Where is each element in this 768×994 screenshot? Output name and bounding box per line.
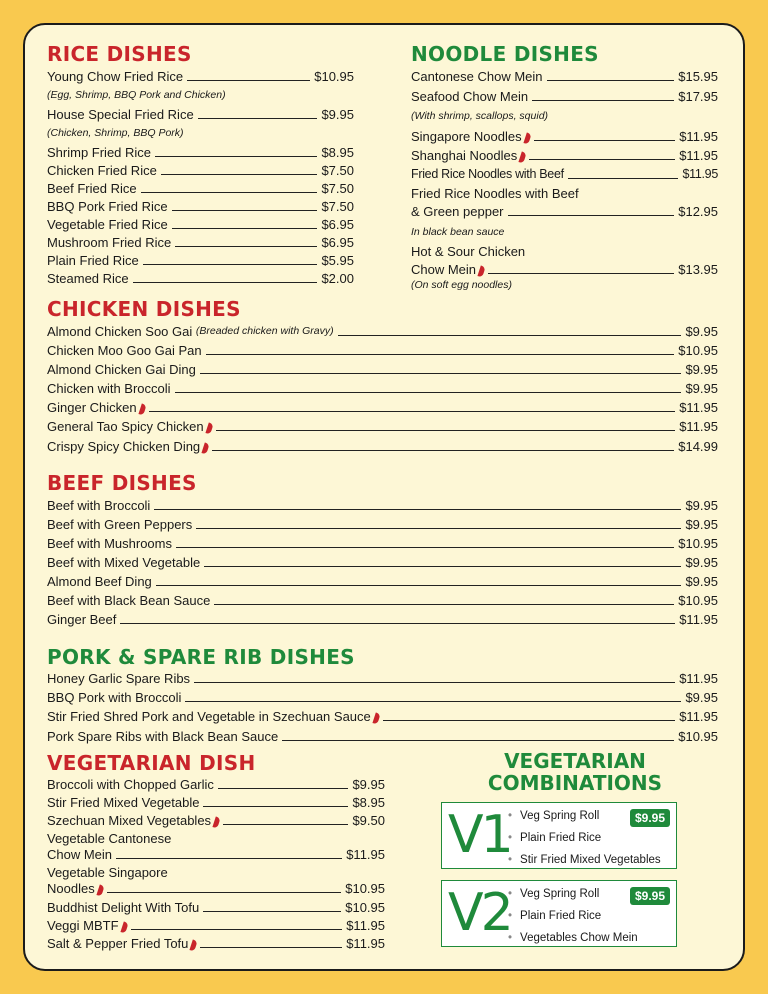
item-name: Crispy Spicy Chicken Ding: [47, 439, 201, 454]
item-price: $8.95: [321, 145, 354, 160]
chili-pepper-icon: [138, 403, 146, 415]
item-price: $10.95: [678, 593, 718, 608]
item-price: $7.50: [321, 199, 354, 214]
menu-item: [47, 729, 718, 744]
item-price: $10.95: [345, 900, 385, 915]
chili-pepper-icon: [202, 442, 210, 454]
item-price: $9.95: [685, 555, 718, 570]
dot-leader: [133, 282, 318, 283]
dot-leader: [176, 547, 674, 548]
item-name-line1: Hot & Sour Chicken: [411, 244, 526, 259]
item-name-line1: Vegetable Cantonese: [47, 831, 172, 846]
menu-item: [47, 847, 385, 862]
menu-item: [47, 199, 354, 214]
menu-item: [47, 271, 354, 286]
combo-v2: [441, 880, 677, 947]
vegetarian-combinations-heading-line1: VEGETARIAN: [504, 749, 646, 773]
pork-spare-rib-heading: PORK & SPARE RIB DISHES: [47, 645, 355, 669]
chili-pepper-icon: [519, 151, 527, 163]
dot-leader: [206, 354, 675, 355]
item-price: $6.95: [321, 235, 354, 250]
menu-item: [47, 593, 718, 608]
menu-item: [47, 918, 385, 933]
item-price: $9.95: [685, 574, 718, 589]
menu-item: [47, 400, 718, 415]
combo-items: [508, 883, 638, 949]
menu-item: [47, 555, 718, 570]
menu-item: [47, 517, 718, 532]
item-price: $9.95: [685, 324, 718, 339]
dot-leader: [282, 740, 674, 741]
item-price: $10.95: [678, 536, 718, 551]
item-name-line1: Vegetable Singapore: [47, 865, 168, 880]
dot-leader: [529, 159, 675, 160]
item-name: House Special Fried Rice: [47, 107, 194, 122]
chili-pepper-icon: [190, 939, 198, 951]
item-price: $10.95: [314, 69, 354, 84]
dot-leader: [200, 947, 342, 948]
dot-leader: [532, 100, 674, 101]
item-price: $11.95: [679, 612, 718, 627]
item-name: Singapore Noodles: [411, 129, 522, 144]
item-price: $11.95: [346, 918, 385, 933]
dot-leader: [216, 430, 676, 431]
dot-leader: [131, 929, 343, 930]
item-price: $9.95: [352, 777, 385, 792]
menu-item: [47, 69, 354, 84]
menu-item: [47, 107, 354, 122]
item-name: Mushroom Fried Rice: [47, 235, 172, 250]
item-name: Chicken Moo Goo Gai Pan: [47, 343, 202, 358]
item-price: $8.95: [352, 795, 385, 810]
combo-item: • Plain Fried Rice: [508, 827, 661, 849]
menu-item: [47, 324, 718, 339]
item-price: $10.95: [678, 729, 718, 744]
item-name: Veggi MBTF: [47, 918, 119, 933]
menu-item: [411, 148, 718, 163]
dot-leader: [149, 411, 676, 412]
chicken-dishes-heading: CHICKEN DISHES: [47, 297, 241, 321]
item-price: $2.00: [321, 271, 354, 286]
combo-code: V2: [448, 883, 511, 943]
item-note: In black bean sauce: [411, 226, 505, 238]
dot-leader: [185, 701, 681, 702]
item-price: $9.95: [685, 381, 718, 396]
menu-item: [47, 690, 718, 705]
dot-leader: [203, 911, 341, 912]
menu-item: [47, 795, 385, 810]
combo-item: • Veg Spring Roll: [508, 805, 661, 827]
chili-pepper-icon: [523, 132, 531, 144]
menu-item: [47, 381, 718, 396]
chili-pepper-icon: [477, 265, 485, 277]
menu-item: [47, 777, 385, 792]
item-name: Almond Beef Ding: [47, 574, 152, 589]
menu-item: [47, 936, 385, 951]
dot-leader: [161, 174, 318, 175]
menu-item: [47, 419, 718, 434]
item-price: $9.95: [685, 690, 718, 705]
menu-item: [47, 900, 385, 915]
menu-item: [47, 253, 354, 268]
menu-item: [47, 536, 718, 551]
menu-item: [47, 217, 354, 232]
item-name: Shrimp Fried Rice: [47, 145, 152, 160]
menu-item: [47, 145, 354, 160]
item-name: Seafood Chow Mein: [411, 89, 529, 104]
item-name: Plain Fried Rice: [47, 253, 139, 268]
item-name: Cantonese Chow Mein: [411, 69, 543, 84]
menu-item: [411, 167, 718, 182]
chili-pepper-icon: [120, 921, 128, 933]
dot-leader: [155, 156, 317, 157]
noodle-dishes-heading: NOODLE DISHES: [411, 42, 599, 66]
menu-item: [47, 574, 718, 589]
menu-item: [47, 343, 718, 358]
item-name: Ginger Beef: [47, 612, 117, 627]
item-note: (On soft egg noodles): [411, 279, 512, 291]
item-name: Pork Spare Ribs with Black Bean Sauce: [47, 729, 279, 744]
item-name: Szechuan Mixed Vegetables: [47, 813, 212, 828]
item-name: & Green pepper: [411, 204, 504, 219]
dot-leader: [187, 80, 310, 81]
item-price: $11.95: [679, 671, 718, 686]
beef-dishes-heading: BEEF DISHES: [47, 471, 197, 495]
combo-price-badge: $9.95: [630, 809, 670, 827]
item-price: $9.95: [321, 107, 354, 122]
item-price: $5.95: [321, 253, 354, 268]
dot-leader: [198, 118, 318, 119]
item-note: (Breaded chicken with Gravy): [195, 325, 334, 337]
item-name: Beef with Green Peppers: [47, 517, 193, 532]
item-name: Beef with Broccoli: [47, 498, 151, 513]
item-price: $12.95: [678, 204, 718, 219]
chili-pepper-icon: [96, 884, 104, 896]
combo-item: • Plain Fried Rice: [508, 905, 638, 927]
dot-leader: [223, 824, 348, 825]
dot-leader: [175, 246, 317, 247]
combo-v1: [441, 802, 677, 869]
item-price: $10.95: [345, 881, 385, 896]
item-name: Stir Fried Mixed Vegetable: [47, 795, 200, 810]
item-name: Vegetable Fried Rice: [47, 217, 168, 232]
item-price: $13.95: [678, 262, 718, 277]
item-note: (Chicken, Shrimp, BBQ Pork): [47, 127, 184, 139]
item-name: Noodles: [47, 881, 95, 896]
item-name: General Tao Spicy Chicken: [47, 419, 204, 434]
combo-item: • Stir Fried Mixed Vegetables: [508, 849, 661, 871]
menu-item: [47, 612, 718, 627]
item-name: Ginger Chicken: [47, 400, 137, 415]
dot-leader: [143, 264, 318, 265]
menu-item: [47, 181, 354, 196]
item-price: $9.50: [352, 813, 385, 828]
item-price: $9.95: [685, 517, 718, 532]
dot-leader: [172, 210, 318, 211]
item-name: BBQ Pork with Broccoli: [47, 690, 182, 705]
vegetarian-dish-heading: VEGETARIAN DISH: [47, 751, 256, 775]
item-name: Chow Mein: [47, 847, 113, 862]
item-name-line1: Fried Rice Noodles with Beef: [411, 186, 579, 201]
item-name: Chow Mein: [411, 262, 477, 277]
item-name: Almond Chicken Gai Ding: [47, 362, 196, 377]
item-name: Steamed Rice: [47, 271, 129, 286]
menu-item: [47, 439, 718, 454]
dot-leader: [508, 215, 675, 216]
item-name: Stir Fried Shred Pork and Vegetable in Szechuan Sauce: [47, 709, 371, 724]
item-name: Shanghai Noodles: [411, 148, 518, 163]
dot-leader: [156, 585, 682, 586]
item-price: $11.95: [679, 709, 718, 724]
menu-item: [411, 262, 718, 277]
dot-leader: [154, 509, 681, 510]
item-price: $11.95: [679, 400, 718, 415]
item-price: $15.95: [678, 69, 718, 84]
item-name: Beef with Mixed Vegetable: [47, 555, 201, 570]
item-name: Beef with Mushrooms: [47, 536, 172, 551]
item-price: $7.50: [321, 181, 354, 196]
dot-leader: [203, 806, 348, 807]
dot-leader: [212, 450, 674, 451]
item-name: Honey Garlic Spare Ribs: [47, 671, 191, 686]
combo-item: • Veg Spring Roll: [508, 883, 638, 905]
menu-item: [411, 69, 718, 84]
item-name: Fried Rice Noodles with Beef: [411, 167, 564, 181]
item-price: $14.99: [678, 439, 718, 454]
dot-leader: [214, 604, 674, 605]
dot-leader: [116, 858, 342, 859]
chili-pepper-icon: [212, 816, 220, 828]
item-price: $17.95: [678, 89, 718, 104]
menu-item: [47, 813, 385, 828]
item-price: $11.95: [346, 847, 385, 862]
dot-leader: [120, 623, 675, 624]
menu-item: [47, 709, 718, 724]
item-name: Beef with Black Bean Sauce: [47, 593, 211, 608]
item-price: $7.50: [321, 163, 354, 178]
menu-item: [47, 498, 718, 513]
chili-pepper-icon: [205, 422, 213, 434]
dot-leader: [196, 528, 681, 529]
item-name: Buddhist Delight With Tofu: [47, 900, 200, 915]
dot-leader: [568, 178, 679, 179]
item-name: Broccoli with Chopped Garlic: [47, 777, 214, 792]
item-name: Beef Fried Rice: [47, 181, 137, 196]
item-name: BBQ Pork Fried Rice: [47, 199, 168, 214]
dot-leader: [383, 720, 675, 721]
item-price: $9.95: [685, 362, 718, 377]
menu-item: [411, 204, 718, 219]
chili-pepper-icon: [372, 712, 380, 724]
vegetarian-combinations-heading-line2: COMBINATIONS: [487, 771, 663, 795]
item-name: Chicken with Broccoli: [47, 381, 171, 396]
item-price: $11.95: [346, 936, 385, 951]
item-name: Salt & Pepper Fried Tofu: [47, 936, 189, 951]
dot-leader: [488, 273, 674, 274]
dot-leader: [175, 392, 682, 393]
dot-leader: [107, 892, 342, 893]
menu-item: [47, 881, 385, 896]
item-price: $11.95: [682, 167, 718, 181]
dot-leader: [200, 373, 682, 374]
item-note: (Egg, Shrimp, BBQ Pork and Chicken): [47, 89, 226, 101]
combo-code: V1: [448, 805, 511, 865]
dot-leader: [194, 682, 675, 683]
item-price: $6.95: [321, 217, 354, 232]
item-price: $10.95: [678, 343, 718, 358]
item-price: $11.95: [679, 419, 718, 434]
menu-item: [47, 235, 354, 250]
menu-item: [411, 89, 718, 104]
dot-leader: [172, 228, 318, 229]
dot-leader: [141, 192, 318, 193]
dot-leader: [547, 80, 675, 81]
menu-item: [47, 163, 354, 178]
menu-item: [47, 362, 718, 377]
combo-price-badge: $9.95: [630, 887, 670, 905]
item-note: (With shrimp, scallops, squid): [411, 110, 549, 122]
menu-item: [47, 671, 718, 686]
item-name: Almond Chicken Soo Gai: [47, 324, 193, 339]
dot-leader: [204, 566, 681, 567]
dot-leader: [218, 788, 349, 789]
item-price: $9.95: [685, 498, 718, 513]
item-price: $11.95: [679, 129, 718, 144]
combo-item: • Vegetables Chow Mein: [508, 927, 638, 949]
menu-item: [411, 129, 718, 144]
item-price: $11.95: [679, 148, 718, 163]
item-name: Chicken Fried Rice: [47, 163, 157, 178]
rice-dishes-heading: RICE DISHES: [47, 42, 192, 66]
dot-leader: [338, 335, 682, 336]
item-name: Young Chow Fried Rice: [47, 69, 184, 84]
dot-leader: [534, 140, 676, 141]
